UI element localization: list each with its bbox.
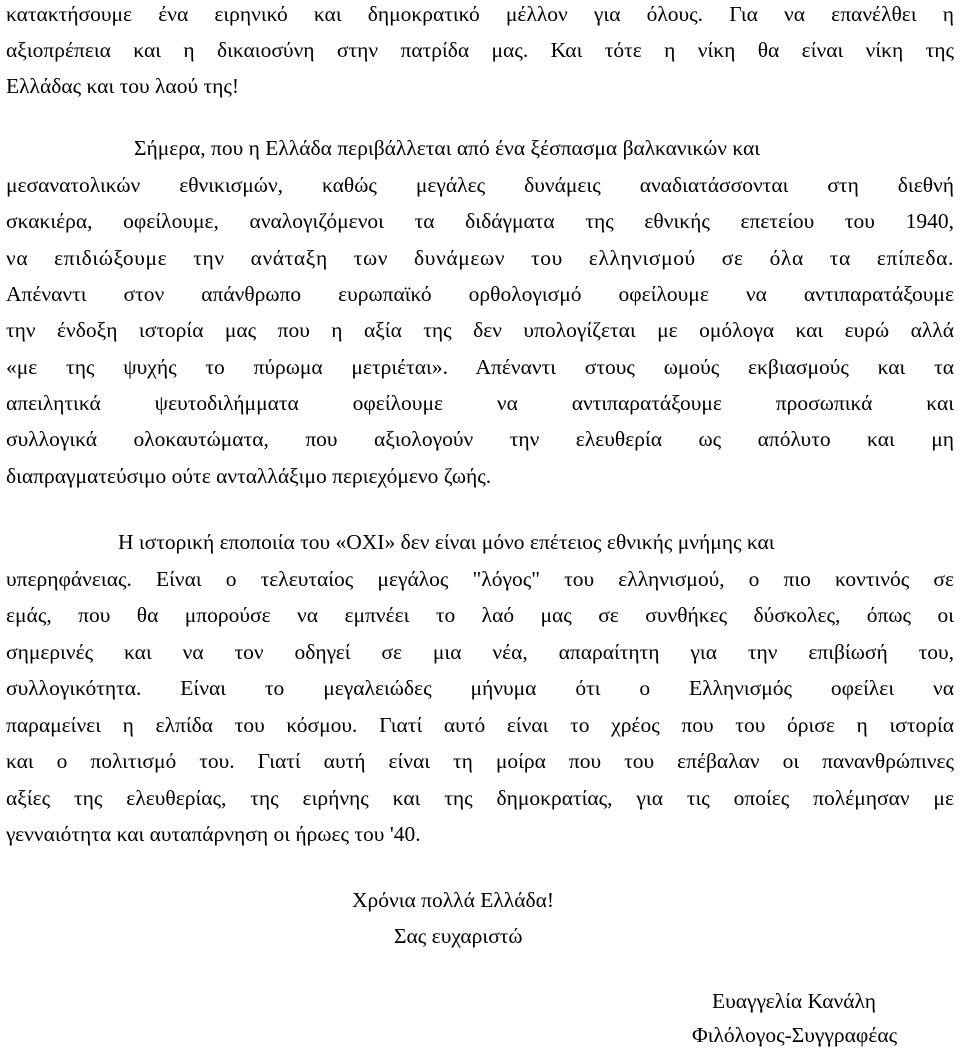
closing-thanks: Σας ευχαριστώ	[394, 924, 523, 948]
text-line: γενναιότητα και αυταπάρνηση οι ήρωες του '40.	[6, 822, 421, 846]
text-line: να επιδιώξουμε την ανάταξη των δυνάμεων του ελληνισμού σε όλα τα επίπεδα.	[6, 246, 954, 270]
text-line: αξιοπρέπεια και η δικαιοσύνη στην πατρίδα μας. Και τότε η νίκη θα είναι νίκη της	[6, 38, 954, 62]
text-line: εμάς, που θα μπορούσε να εμπνέει το λαό μας σε συνθήκες δύσκολες, όπως οι	[6, 603, 954, 627]
text-line: κατακτήσουμε ένα ειρηνικό και δημοκρατικό μέλλον για όλους. Για να επανέλθει η	[6, 2, 954, 26]
text-line: παραμείνει η ελπίδα του κόσμου. Γιατί αυτό είναι το χρέος που του όρισε η ιστορία	[6, 713, 954, 737]
text-line: Απέναντι στον απάνθρωπο ευρωπαϊκό ορθολογισμό οφείλουμε να αντιπαρατάξουμε	[6, 282, 954, 306]
text-line: διαπραγματεύσιμο ούτε ανταλλάξιμο περιεχόμενο ζωής.	[6, 464, 492, 488]
text-line: «με της ψυχής το πύρωμα μετριέται». Απέναντι στους ωμούς εκβιασμούς και τα	[6, 355, 954, 379]
text-line: σημερινές και να τον οδηγεί σε μια νέα, απαραίτητη για την επιβίωσή του,	[6, 640, 954, 664]
text-line: και ο πολιτισμό του. Γιατί αυτή είναι τη μοίρα που του επέβαλαν οι πανανθρώπινες	[6, 749, 954, 773]
text-line: αξίες της ελευθερίας, της ειρήνης και της δημοκρατίας, για τις οποίες πολέμησαν με	[6, 786, 954, 810]
author-title: Φιλόλογος-Συγγραφέας	[692, 1023, 898, 1047]
text-line: υπερηφάνειας. Είναι ο τελευταίος μεγάλος "λόγος" του ελληνισμού, ο πιο κοντινός σε	[6, 567, 954, 591]
text-line: μεσανατολικών εθνικισμών, καθώς μεγάλες δυνάμεις αναδιατάσσονται στη διεθνή	[6, 173, 954, 197]
text-line: Σήμερα, που η Ελλάδα περιβάλλεται από ένα ξέσπασμα βαλκανικών και	[134, 136, 761, 160]
author-name: Ευαγγελία Κανάλη	[712, 989, 877, 1013]
text-line: Ελλάδας και του λαού της!	[6, 74, 240, 98]
text-line: Η ιστορική εποποιία του «ΟΧΙ» δεν είναι μόνο επέτειος εθνικής μνήμης και	[118, 530, 775, 554]
text-line: συλλογικά ολοκαυτώματα, που αξιολογούν την ελευθερία ως απόλυτο και μη	[6, 427, 954, 451]
text-line: απειλητικά ψευτοδιλήμματα οφείλουμε να αντιπαρατάξουμε προσωπικά και	[6, 391, 954, 415]
text-line: την ένδοξη ιστορία μας που η αξία της δεν υπολογίζεται με ομόλογα και ευρώ αλλά	[6, 318, 954, 342]
text-line: σκακιέρα, οφείλουμε, αναλογιζόμενοι τα διδάγματα της εθνικής επετείου του 1940,	[6, 209, 954, 233]
text-line: συλλογικότητα. Είναι το μεγαλειώδες μήνυμα ότι ο Ελληνισμός οφείλει να	[6, 676, 954, 700]
closing-greeting: Χρόνια πολλά Ελλάδα!	[352, 888, 555, 912]
